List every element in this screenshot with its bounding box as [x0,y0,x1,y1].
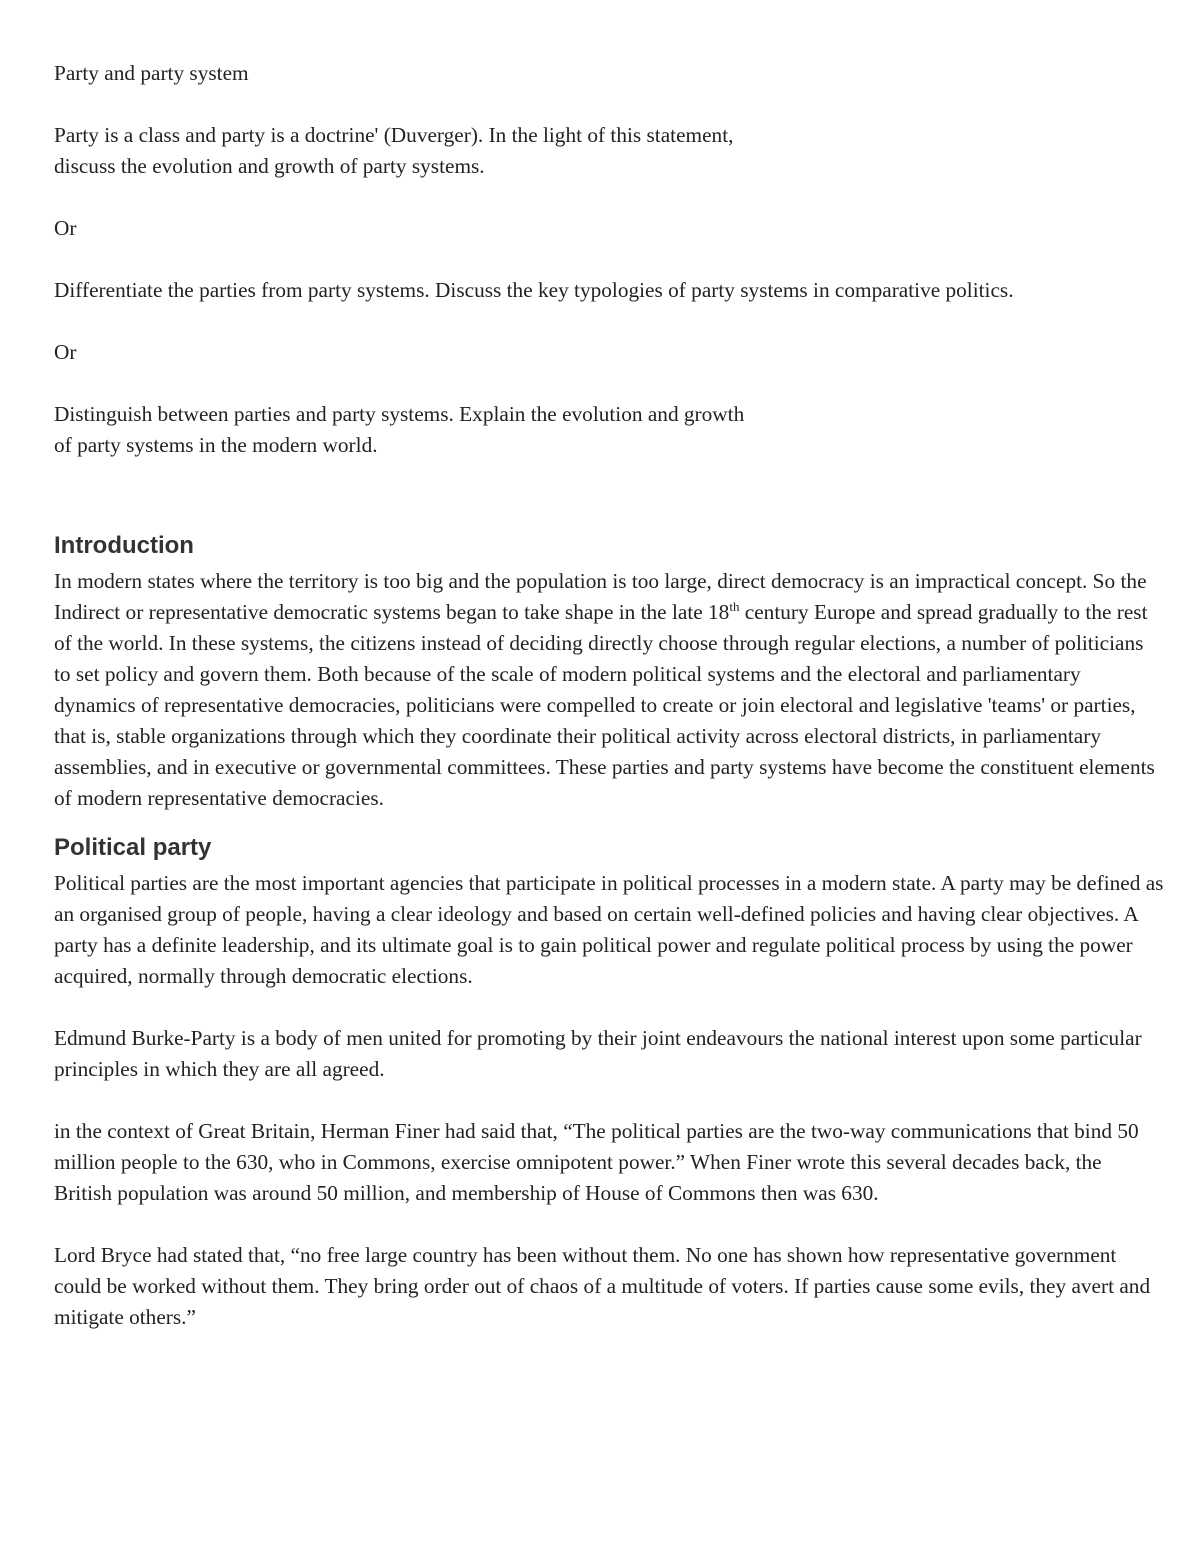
question-3-line-1: Distinguish between parties and party systems. Explain the evolution and growth [54,402,745,426]
or-separator-1: Or [54,216,77,240]
question-1-line-2: discuss the evolution and growth of party systems. [54,154,485,178]
bryce-quote-paragraph: Lord Bryce had stated that, “no free large country has been without them. No one has shown how representative government could be worked without them. They bring order out of chaos of a multitude of voters. If parties cause some evils, they avert and mitigate others.” [54,1243,1151,1329]
question-2-line-1: Differentiate the parties from party systems. Discuss the key typologies of party systems in comparative politics. [54,278,1014,302]
question-3-line-2: of party systems in the modern world. [54,433,378,457]
spacer [54,306,1164,337]
document-title: Party and party system [54,61,249,85]
burke-quote-paragraph: Edmund Burke-Party is a body of men united for promoting by their joint endeavours the national interest upon some particular principles in which they are all agreed. [54,1026,1142,1081]
introduction-text-part-2: century Europe and spread gradually to the rest of the world. In these systems, the citizens instead of deciding directly choose through regular elections, a number of politicians to set policy and govern them. Both because of the scale of modern political systems and the electoral and parliamentary dynamics of representative democracies, politicians were compelled to create or join electoral and legislative 'teams' or parties, that is, stable organizations through which they coordinate their political activity across electoral districts, in parliamentary assemblies, and in executive or governmental committees. These parties and party systems have become the constituent elements of modern representative democracies. [54,600,1155,810]
spacer [54,992,1164,1023]
spacer [54,368,1164,399]
spacer [54,1085,1164,1116]
document-page [54,58,1164,1333]
or-separator-2: Or [54,340,77,364]
spacer [54,182,1164,213]
spacer [54,244,1164,275]
political-party-paragraph-1: Political parties are the most important agencies that participate in political processes in a modern state. A party may be defined as an organised group of people, having a clear ideology and based on certain well-defined policies and having clear objectives. A party has a definite leadership, and its ultimate goal is to gain political power and regulate political process by using the power acquired, normally through democratic elections. [54,871,1164,988]
spacer [54,461,1164,523]
question-1-line-1: Party is a class and party is a doctrine' (Duverger). In the light of this statement, [54,123,734,147]
ordinal-superscript: th [729,598,740,614]
spacer [54,1209,1164,1240]
spacer [54,89,1164,120]
introduction-heading: Introduction [54,532,194,559]
introduction-text-part-1: In modern states where the territory is too big and the population is too large, direct democracy is an impractical concept. So the Indirect or representative democratic systems began to take shape in the late 18 [54,569,1147,624]
finer-quote-paragraph: in the context of Great Britain, Herman Finer had said that, “The political parties are the two-way communications that bind 50 million people to the 630, who in Commons, exercise omnipotent power.” When Finer wrote this several decades back, the British population was around 50 million, and membership of House of Commons then was 630. [54,1119,1139,1205]
introduction-paragraph [54,566,1164,814]
political-party-heading: Political party [54,834,212,861]
